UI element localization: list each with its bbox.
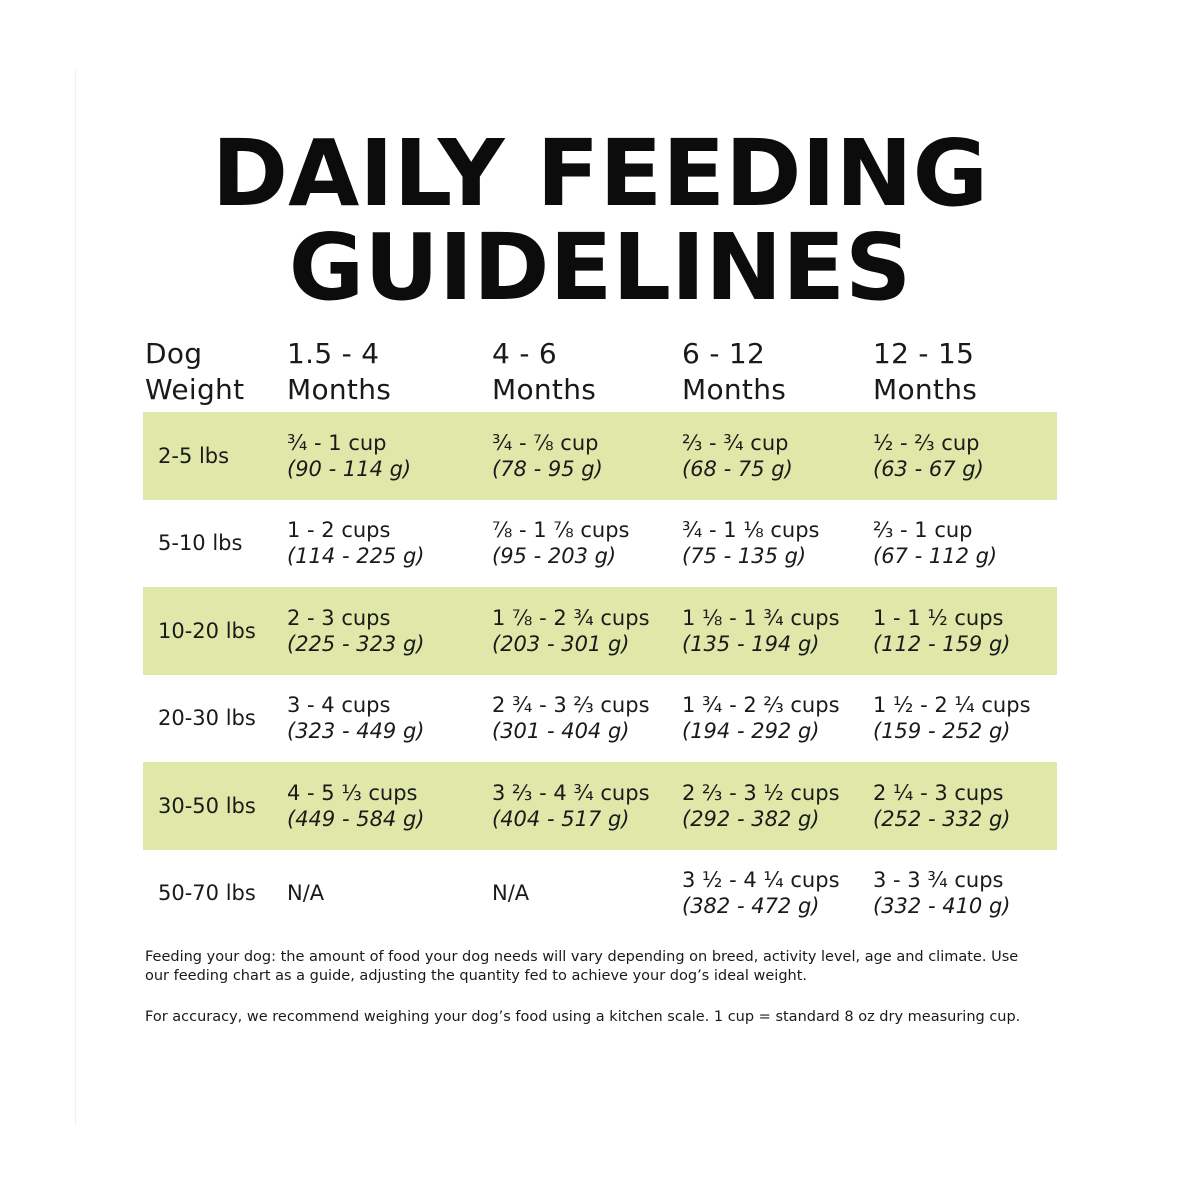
amount-cell: ⅔ - ¾ cup (68 - 75 g) [682,430,793,481]
weight-cell: 30-50 lbs [158,793,256,818]
table-row [143,762,1057,850]
amount-cell: ¾ - 1 cup (90 - 114 g) [287,430,412,481]
feeding-note: Feeding your dog: the amount of food your dog needs will vary depending on breed, activity level, age and climate. Use our feeding chart as a guide, adjusting the quantity fed to achieve your dog’s ideal weight. [145,949,1019,984]
amount-cell: ⅔ - 1 cup (67 - 112 g) [873,518,998,569]
amount-cell: 1 - 1 ½ cups (112 - 159 g) [873,605,1011,656]
amount-cell: 3 - 4 cups (323 - 449 g) [287,693,425,744]
amount-cell: 2 - 3 cups (225 - 323 g) [287,605,425,656]
amount-cell: 1 - 2 cups (114 - 225 g) [287,518,425,569]
accuracy-note: For accuracy, we recommend weighing your dog’s food using a kitchen scale. 1 cup = standard 8 oz dry measuring cup. [145,1009,1021,1025]
header-4-6-months: 4 - 6 Months [492,337,597,406]
header-1-5-4-months: 1.5 - 4 Months [287,337,392,406]
title-line-1: DAILY FEEDING [211,120,989,227]
amount-cell: N/A [287,881,325,906]
amount-cell: 1 ¾ - 2 ⅔ cups (194 - 292 g) [682,693,840,744]
amount-cell: 2 ¾ - 3 ⅔ cups (301 - 404 g) [492,693,650,744]
amount-cell: 4 - 5 ⅓ cups (449 - 584 g) [287,780,425,831]
amount-cell: ½ - ⅔ cup (63 - 67 g) [873,430,984,481]
amount-cell: 1 ½ - 2 ¼ cups (159 - 252 g) [873,693,1031,744]
amount-cell: ¾ - ⅞ cup (78 - 95 g) [492,430,603,481]
table-row [143,675,1057,763]
feeding-table [143,336,1057,937]
weight-cell: 50-70 lbs [158,881,256,906]
table-row [143,500,1057,588]
title-line-2: GUIDELINES [288,214,912,321]
header-dog-weight: Dog Weight [145,337,245,406]
weight-cell: 10-20 lbs [158,618,256,643]
weight-cell: 5-10 lbs [158,531,243,556]
amount-cell: 1 ⅛ - 1 ¾ cups (135 - 194 g) [682,605,840,656]
header-6-12-months: 6 - 12 Months [682,337,787,406]
table-row [143,412,1057,500]
weight-cell: 2-5 lbs [158,443,230,468]
amount-cell: 2 ⅔ - 3 ½ cups (292 - 382 g) [682,780,840,831]
amount-cell: 1 ⅞ - 2 ¾ cups (203 - 301 g) [492,605,650,656]
table-row [143,850,1057,938]
amount-cell: 3 ½ - 4 ¼ cups (382 - 472 g) [682,868,840,919]
weight-cell: 20-30 lbs [158,706,256,731]
header-12-15-months: 12 - 15 Months [873,337,978,406]
amount-cell: 3 ⅔ - 4 ¾ cups (404 - 517 g) [492,780,650,831]
amount-cell: 2 ¼ - 3 cups (252 - 332 g) [873,780,1011,831]
page-title [0,120,1200,321]
amount-cell: ¾ - 1 ⅛ cups (75 - 135 g) [682,518,820,569]
table-row [143,587,1057,675]
amount-cell: N/A [492,881,530,906]
amount-cell: ⅞ - 1 ⅞ cups (95 - 203 g) [492,518,630,569]
amount-cell: 3 - 3 ¾ cups (332 - 410 g) [873,868,1011,919]
table-header-row [143,336,1057,412]
feeding-notes [145,948,1045,1049]
